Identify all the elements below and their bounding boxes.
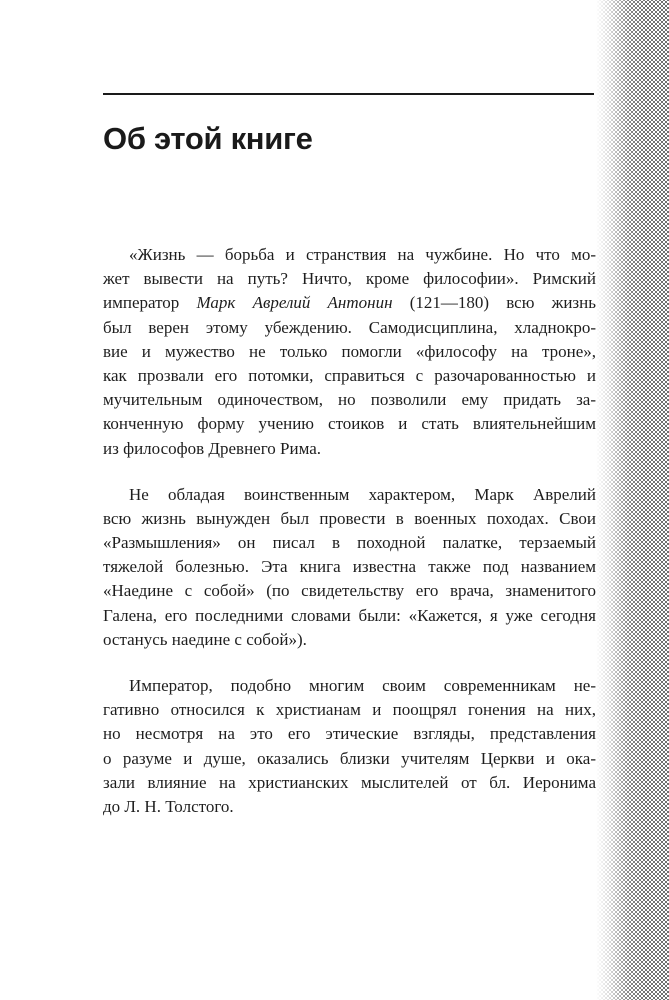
text-run: (121—180) всю жизнь <box>392 293 596 313</box>
text-line <box>103 291 596 315</box>
paragraph-3 <box>103 674 596 819</box>
text-line: из философов Древнего Рима. <box>103 438 322 458</box>
text-line: тяжелой болезнью. Эта книга известна также под названием <box>103 557 596 577</box>
text-line: конченную форму учению стоиков и стать влиятельнейшим <box>103 414 596 434</box>
text-line: «Размышления» он писал в походной палатке, терзаемый <box>103 533 596 553</box>
text-run: император <box>103 293 197 313</box>
halftone-page-edge-fade <box>596 0 669 1000</box>
text-line: Галена, его последними словами были: «Кажется, я уже сегодня <box>103 605 596 625</box>
emperor-name-italic: Марк Аврелий Антонин <box>196 293 393 313</box>
paragraph-1 <box>103 243 596 461</box>
text-line: мучительным одиночеством, но позволили ему придать за- <box>103 390 596 410</box>
text-line: Император, подобно многим своим современникам не- <box>129 676 596 695</box>
text-line: но несмотря на это его этические взгляды, представления <box>103 724 596 744</box>
text-line: гативно относился к христианам и поощрял гонения на них, <box>103 700 596 720</box>
body-text <box>103 243 596 841</box>
text-line: «Наедине с собой» (по свидетельству его врача, знаменитого <box>103 581 596 601</box>
text-line: всю жизнь вынужден был провести в военных походах. Свои <box>103 508 596 528</box>
page-title: Об этой книге <box>103 121 313 156</box>
paragraph-2 <box>103 483 596 652</box>
text-line: Не обладая воинственным характером, Марк Аврелий <box>129 484 596 504</box>
text-line: останусь наедине с собой»). <box>103 629 307 649</box>
text-line: был верен этому убеждению. Самодисциплина, хладнокро- <box>103 317 596 337</box>
text-line: зали влияние на христианских мыслителей от бл. Иеронима <box>103 772 596 792</box>
text-line: как прозвали его потомки, справиться с разочарованностью и <box>103 365 596 385</box>
top-rule <box>103 93 594 95</box>
text-line: «Жизнь — борьба и странствия на чужбине. Но что мо- <box>129 245 596 264</box>
text-line: вие и мужество не только помогли «философу на троне», <box>103 341 596 361</box>
text-line: о разуме и душе, оказались близки учителям Церкви и ока- <box>103 748 596 768</box>
text-line: жет вывести на путь? Ничто, кроме философии». Римский <box>103 269 596 289</box>
text-line: до Л. Н. Толстого. <box>103 796 234 816</box>
